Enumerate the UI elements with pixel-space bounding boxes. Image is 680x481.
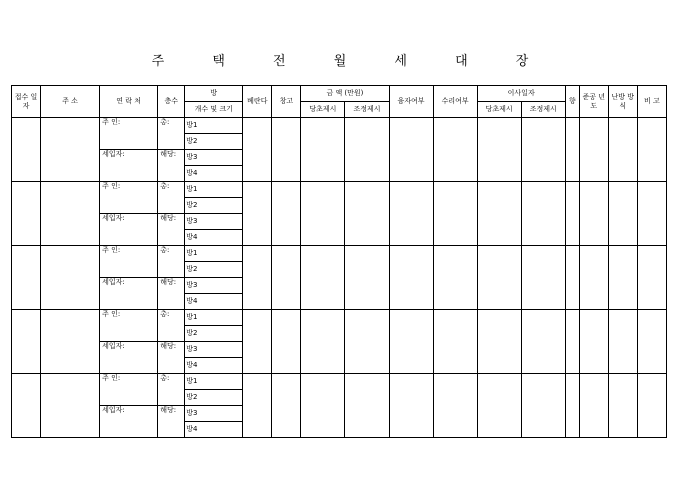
room-size-cell[interactable] (200, 214, 243, 230)
header-completion-year: 준공 년도 (579, 86, 608, 118)
room-size-cell[interactable] (200, 262, 243, 278)
room-size-cell[interactable] (200, 310, 243, 326)
entry-cell[interactable] (345, 182, 389, 246)
entry-cell[interactable] (301, 118, 345, 182)
room-size-cell[interactable] (200, 326, 243, 342)
address-cell[interactable] (41, 182, 100, 246)
room-size-cell[interactable] (200, 166, 243, 182)
entry-cell[interactable] (389, 310, 433, 374)
room-size-cell[interactable] (200, 150, 243, 166)
room-size-cell[interactable] (200, 422, 243, 438)
entry-cell[interactable] (243, 310, 272, 374)
entry-cell[interactable] (637, 246, 666, 310)
entry-cell[interactable] (345, 310, 389, 374)
entry-cell[interactable] (579, 118, 608, 182)
entry-cell[interactable] (345, 374, 389, 438)
total-floors-cell[interactable]: 총: (158, 374, 185, 406)
room-size-cell[interactable] (200, 182, 243, 198)
tenant-contact-cell[interactable]: 세입자: (100, 342, 158, 374)
header-adjusted-offer: 조정제시 (345, 102, 389, 118)
entry-cell[interactable] (243, 246, 272, 310)
entry-cell[interactable] (243, 182, 272, 246)
entry-cell[interactable] (272, 246, 301, 310)
total-floors-cell[interactable]: 총: (158, 118, 185, 150)
room-size-cell[interactable] (200, 358, 243, 374)
room-size-cell[interactable] (200, 230, 243, 246)
room-size-cell[interactable] (200, 294, 243, 310)
header-room-count-size: 개수 및 크기 (185, 102, 243, 118)
room-label: 방2 (185, 134, 200, 150)
entry-cell[interactable] (565, 374, 579, 438)
room-size-cell[interactable] (200, 278, 243, 294)
room-size-cell[interactable] (200, 406, 243, 422)
receipt-date-cell[interactable] (12, 118, 41, 182)
room-size-cell[interactable] (200, 134, 243, 150)
header-loan: 융자여부 (389, 86, 433, 118)
owner-contact-cell[interactable]: 주 인: (100, 182, 158, 214)
total-floors-cell[interactable]: 총: (158, 182, 185, 214)
header-room: 방 (185, 86, 243, 102)
entry-cell[interactable] (637, 374, 666, 438)
receipt-date-cell[interactable] (12, 374, 41, 438)
entry-cell[interactable] (637, 310, 666, 374)
entry-cell[interactable] (579, 182, 608, 246)
entry-cell[interactable] (521, 374, 565, 438)
room-label: 방1 (185, 246, 200, 262)
entry-cell[interactable] (433, 182, 477, 246)
entry-cell[interactable] (389, 118, 433, 182)
room-label: 방4 (185, 358, 200, 374)
receipt-date-cell[interactable] (12, 310, 41, 374)
entry-cell[interactable] (433, 374, 477, 438)
entry-cell[interactable] (433, 118, 477, 182)
entry-cell[interactable] (477, 374, 521, 438)
tenant-contact-cell[interactable]: 세입자: (100, 214, 158, 246)
entry-cell[interactable] (608, 182, 637, 246)
entry-cell[interactable] (565, 310, 579, 374)
header-storage: 창고 (272, 86, 301, 118)
room-size-cell[interactable] (200, 390, 243, 406)
entry-cell[interactable] (345, 118, 389, 182)
entry-cell[interactable] (608, 246, 637, 310)
applicable-floor-cell[interactable]: 해당: (158, 342, 185, 374)
entry-cell[interactable] (433, 246, 477, 310)
owner-contact-cell[interactable]: 주 인: (100, 118, 158, 150)
header-initial-offer: 당초제시 (301, 102, 345, 118)
header-contact: 연 락 처 (100, 86, 158, 118)
entry-cell[interactable] (521, 182, 565, 246)
table-row (12, 118, 667, 134)
entry-cell[interactable] (608, 374, 637, 438)
applicable-floor-cell[interactable]: 해당: (158, 214, 185, 246)
entry-cell[interactable] (389, 374, 433, 438)
entry-cell[interactable] (272, 182, 301, 246)
room-label: 방3 (185, 214, 200, 230)
table-row (12, 246, 667, 262)
room-label: 방4 (185, 166, 200, 182)
entry-cell[interactable] (272, 374, 301, 438)
owner-contact-cell[interactable]: 주 인: (100, 374, 158, 406)
address-cell[interactable] (41, 374, 100, 438)
room-label: 방4 (185, 230, 200, 246)
owner-contact-cell[interactable]: 주 인: (100, 310, 158, 342)
entry-cell[interactable] (579, 374, 608, 438)
entry-cell[interactable] (608, 310, 637, 374)
entry-cell[interactable] (301, 182, 345, 246)
entry-cell[interactable] (272, 310, 301, 374)
header-veranda: 베란다 (243, 86, 272, 118)
applicable-floor-cell[interactable]: 해당: (158, 278, 185, 310)
receipt-date-cell[interactable] (12, 246, 41, 310)
applicable-floor-cell[interactable]: 해당: (158, 406, 185, 438)
room-label: 방3 (185, 278, 200, 294)
room-label: 방4 (185, 422, 200, 438)
entry-cell[interactable] (389, 246, 433, 310)
entry-cell[interactable] (477, 246, 521, 310)
room-label: 방1 (185, 374, 200, 390)
address-cell[interactable] (41, 310, 100, 374)
table-row (12, 374, 667, 390)
header-repair: 수리여부 (433, 86, 477, 118)
table-row (12, 310, 667, 326)
page-title: 주 택 전 월 세 대 장 (151, 54, 551, 69)
entry-cell[interactable] (637, 118, 666, 182)
header-remarks: 비 고 (637, 86, 666, 118)
entry-cell[interactable] (565, 118, 579, 182)
owner-contact-cell[interactable]: 주 인: (100, 246, 158, 278)
total-floors-cell[interactable]: 총: (158, 246, 185, 278)
entry-cell[interactable] (301, 374, 345, 438)
room-label: 방2 (185, 198, 200, 214)
header-move-initial: 당초제시 (477, 102, 521, 118)
entry-cell[interactable] (301, 246, 345, 310)
room-label: 방2 (185, 326, 200, 342)
room-label: 방3 (185, 342, 200, 358)
total-floors-cell[interactable]: 총: (158, 310, 185, 342)
entry-cell[interactable] (521, 118, 565, 182)
receipt-date-cell[interactable] (12, 182, 41, 246)
tenant-contact-cell[interactable]: 세입자: (100, 278, 158, 310)
tenant-contact-cell[interactable]: 세입자: (100, 406, 158, 438)
entry-cell[interactable] (433, 310, 477, 374)
entry-cell[interactable] (565, 246, 579, 310)
room-size-cell[interactable] (200, 118, 243, 134)
header-move-adjusted: 조정제시 (521, 102, 565, 118)
room-label: 방1 (185, 310, 200, 326)
entry-cell[interactable] (477, 310, 521, 374)
applicable-floor-cell[interactable]: 해당: (158, 150, 185, 182)
header-move-date: 이사일자 (477, 86, 565, 102)
header-floors: 층수 (158, 86, 185, 118)
header-heating: 난방 방식 (608, 86, 637, 118)
header-amount: 금 액 (만원) (301, 86, 389, 102)
entry-cell[interactable] (243, 118, 272, 182)
ledger-body (12, 118, 667, 438)
room-size-cell[interactable] (200, 342, 243, 358)
entry-cell[interactable] (565, 182, 579, 246)
header-direction: 향 (565, 86, 579, 118)
room-label: 방2 (185, 262, 200, 278)
room-size-cell[interactable] (200, 246, 243, 262)
entry-cell[interactable] (637, 182, 666, 246)
entry-cell[interactable] (521, 246, 565, 310)
entry-cell[interactable] (301, 310, 345, 374)
entry-cell[interactable] (521, 310, 565, 374)
room-size-cell[interactable] (200, 374, 243, 390)
entry-cell[interactable] (389, 182, 433, 246)
room-label: 방1 (185, 118, 200, 134)
room-size-cell[interactable] (200, 198, 243, 214)
header-receipt-date: 접수 일자 (12, 86, 41, 118)
entry-cell[interactable] (477, 182, 521, 246)
entry-cell[interactable] (477, 118, 521, 182)
entry-cell[interactable] (345, 246, 389, 310)
room-label: 방2 (185, 390, 200, 406)
address-cell[interactable] (41, 246, 100, 310)
entry-cell[interactable] (608, 118, 637, 182)
entry-cell[interactable] (579, 310, 608, 374)
entry-cell[interactable] (243, 374, 272, 438)
entry-cell[interactable] (272, 118, 301, 182)
room-label: 방3 (185, 150, 200, 166)
tenant-contact-cell[interactable]: 세입자: (100, 150, 158, 182)
room-label: 방4 (185, 294, 200, 310)
rental-ledger-table (11, 85, 667, 438)
table-row (12, 182, 667, 198)
room-label: 방1 (185, 182, 200, 198)
entry-cell[interactable] (579, 246, 608, 310)
address-cell[interactable] (41, 118, 100, 182)
header-address: 주 소 (41, 86, 100, 118)
room-label: 방3 (185, 406, 200, 422)
